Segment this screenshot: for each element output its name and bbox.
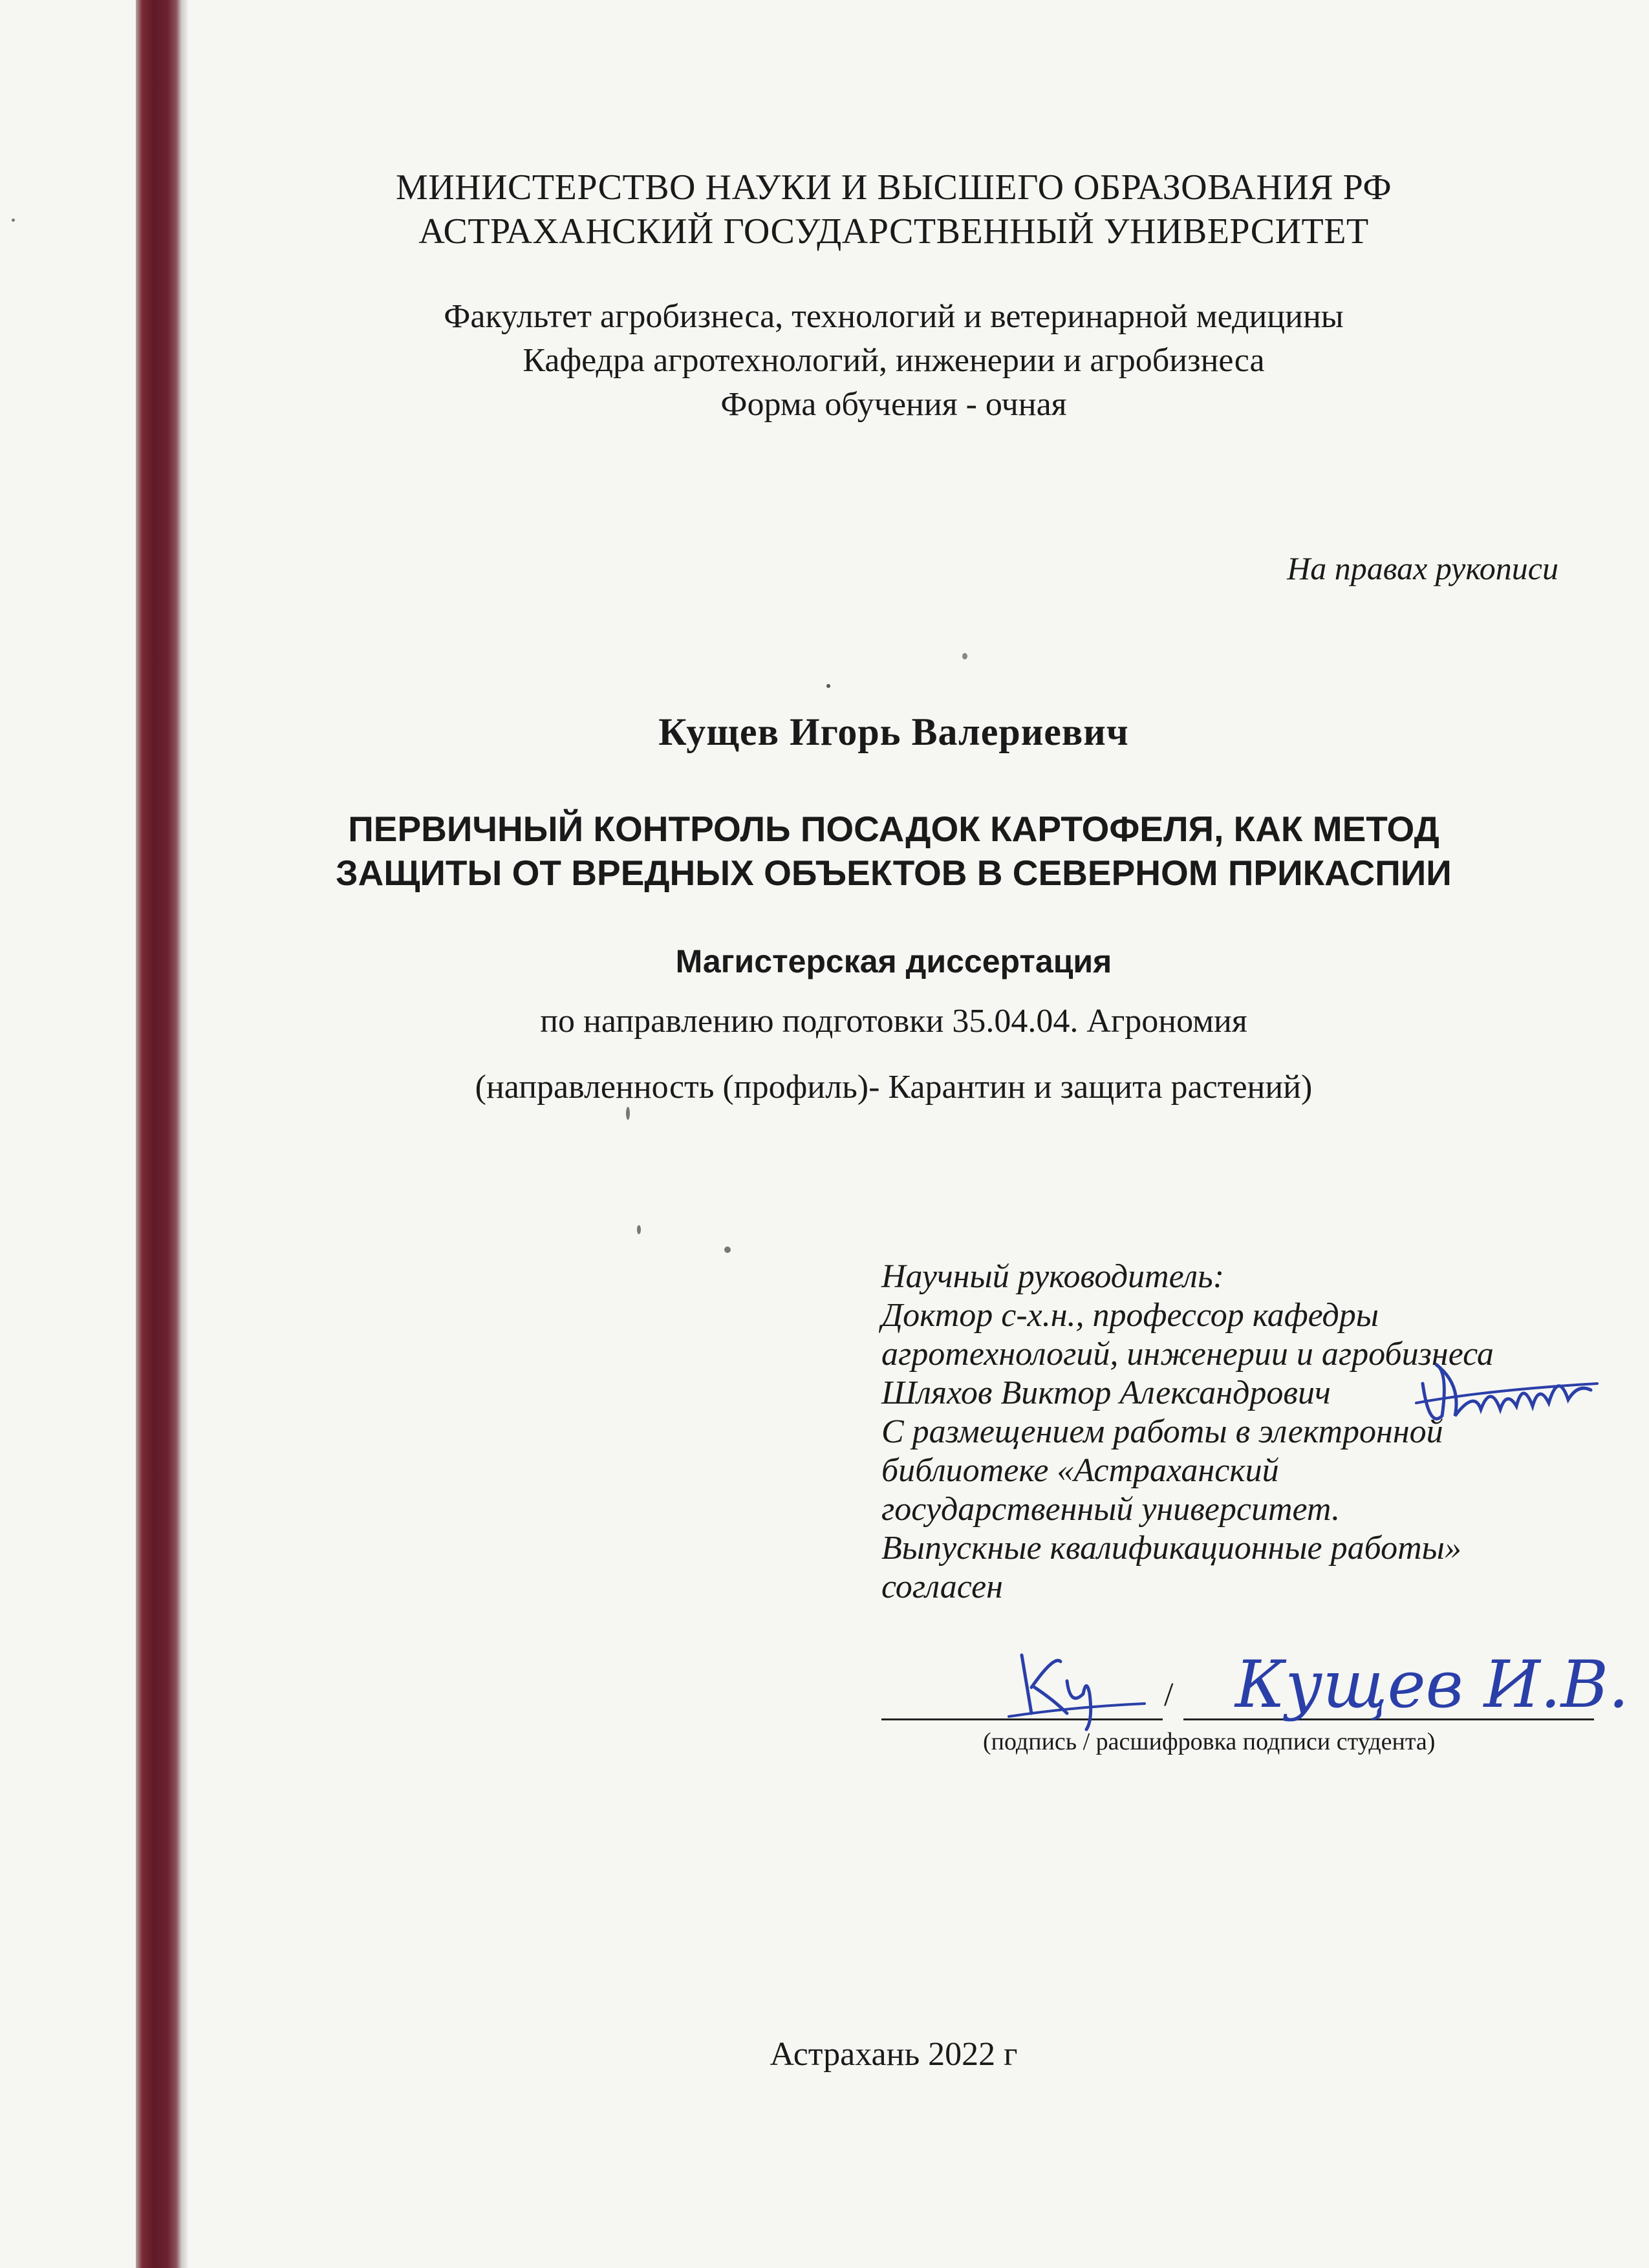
supervisor-block	[881, 1257, 1494, 1607]
document-type: Магистерская диссертация	[675, 943, 1112, 979]
supervisor-line: библиотеке «Астраханский	[881, 1452, 1279, 1489]
department-name: Кафедра агротехнологий, инженерии и агробизнеса	[523, 342, 1265, 379]
author-name: Кущев Игорь Валериевич	[658, 711, 1129, 753]
signature-separator: /	[1164, 1676, 1174, 1713]
supervisor-line: агротехнологий, инженерии и агробизнеса	[881, 1336, 1494, 1373]
scan-speck	[12, 219, 15, 222]
supervisor-line: согласен	[881, 1568, 1003, 1605]
binding-shadow	[181, 0, 189, 2268]
student-name-handwritten	[1229, 1636, 1629, 1726]
manuscript-note: На правах рукописи	[1287, 550, 1558, 586]
study-form: Форма обучения - очная	[720, 386, 1067, 423]
student-name-text: Кущев И.В.	[1235, 1647, 1629, 1722]
scan-speck	[724, 1246, 731, 1253]
student-signature	[996, 1642, 1151, 1733]
scan-speck	[626, 1107, 630, 1120]
supervisor-line: государственный университет.	[881, 1491, 1341, 1528]
study-direction: по направлению подготовки 35.04.04. Агрономия	[540, 1003, 1247, 1040]
thesis-title-line-2: ЗАЩИТЫ ОТ ВРЕДНЫХ ОБЪЕКТОВ В СЕВЕРНОМ ПРИКАСПИИ	[336, 853, 1452, 893]
thesis-title-line-1: ПЕРВИЧНЫЙ КОНТРОЛЬ ПОСАДОК КАРТОФЕЛЯ, КАК МЕТОД	[348, 809, 1439, 849]
study-profile: (направленность (профиль)- Карантин и защита растений)	[475, 1069, 1313, 1106]
supervisor-line: Научный руководитель:	[881, 1258, 1225, 1295]
signature-caption: (подпись / расшифровка подписи студента)	[983, 1728, 1436, 1755]
supervisor-line: С размещением работы в электронной	[881, 1413, 1443, 1450]
supervisor-line: Шляхов Виктор Александрович	[881, 1375, 1331, 1411]
faculty-name: Факультет агробизнеса, технологий и ветеринарной медицины	[444, 298, 1344, 335]
city-year: Астрахань 2022 г	[770, 2036, 1018, 2073]
supervisor-line: Доктор с-х.н., профессор кафедры	[881, 1297, 1379, 1334]
university-name: АСТРАХАНСКИЙ ГОСУДАРСТВЕННЫЙ УНИВЕРСИТЕТ	[418, 211, 1369, 251]
binding-strip	[136, 0, 181, 2268]
supervisor-line: Выпускные квалификационные работы»	[881, 1530, 1461, 1567]
scan-speck	[637, 1225, 641, 1234]
ministry-name: МИНИСТЕРСТВО НАУКИ И ВЫСШЕГО ОБРАЗОВАНИЯ РФ	[395, 167, 1392, 208]
supervisor-signature	[1410, 1345, 1604, 1448]
scan-speck	[962, 653, 967, 659]
scan-speck	[826, 684, 830, 688]
